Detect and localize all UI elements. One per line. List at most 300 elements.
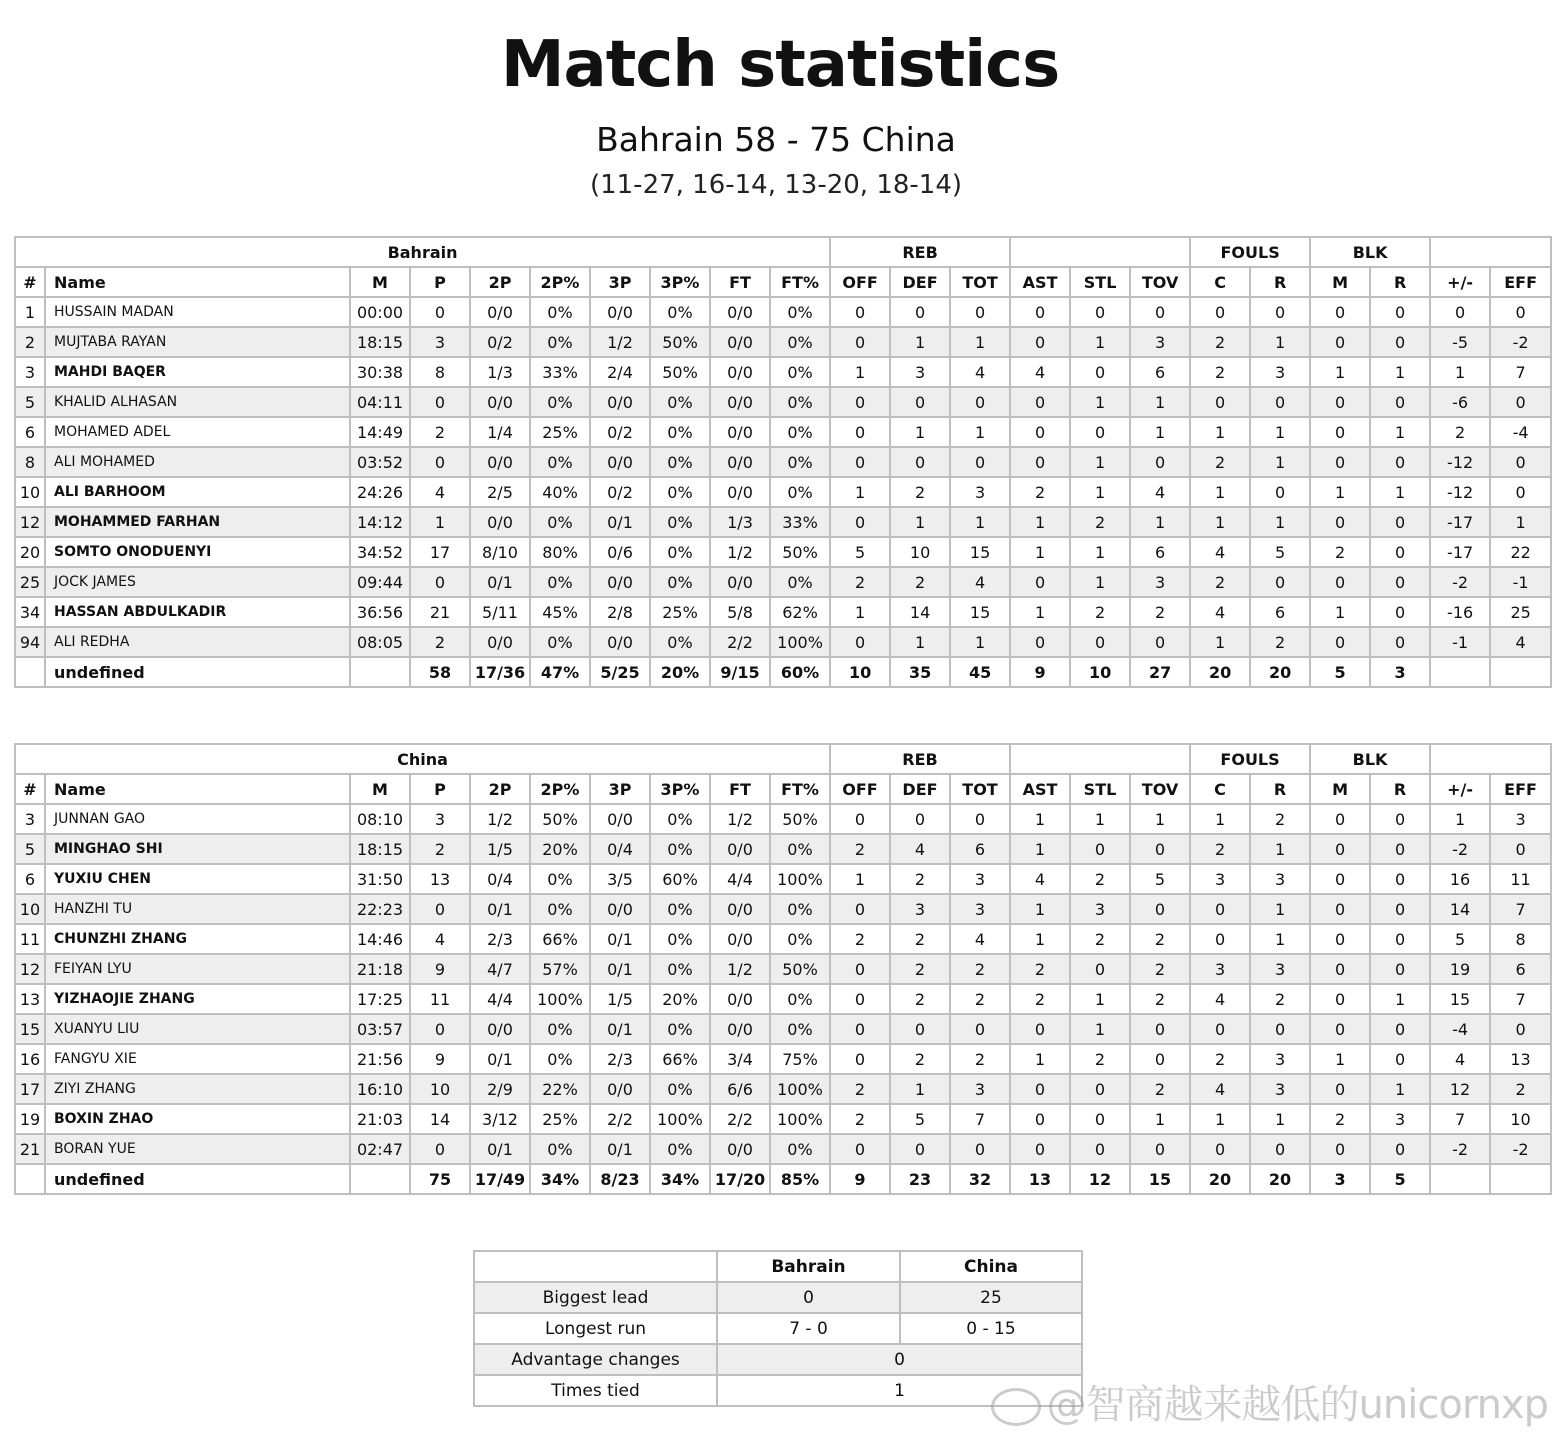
player-name: JUNNAN GAO bbox=[45, 804, 350, 834]
stat-cell: 4 bbox=[1010, 357, 1070, 387]
total-stat-cell: 45 bbox=[950, 657, 1010, 687]
stat-cell: 12 bbox=[1430, 1074, 1490, 1104]
stat-cell: 4/4 bbox=[710, 864, 770, 894]
stat-cell: -2 bbox=[1490, 1134, 1551, 1164]
stat-cell: 3 bbox=[1190, 864, 1250, 894]
stat-cell: 2/3 bbox=[590, 1044, 650, 1074]
stat-cell: 1 bbox=[1370, 477, 1430, 507]
stat-cell: -2 bbox=[1430, 834, 1490, 864]
stat-cell: 0/0 bbox=[710, 357, 770, 387]
stat-cell: 0 bbox=[1310, 387, 1370, 417]
stat-cell: 0 bbox=[1370, 1134, 1430, 1164]
stat-cell: 0 bbox=[1130, 1014, 1190, 1044]
player-name: HUSSAIN MADAN bbox=[45, 297, 350, 327]
stat-cell: 0/0 bbox=[710, 567, 770, 597]
player-number: 3 bbox=[15, 357, 45, 387]
column-header: 2P% bbox=[530, 267, 590, 297]
stat-cell: 0 bbox=[1490, 387, 1551, 417]
stat-cell: 1 bbox=[1370, 357, 1430, 387]
stat-cell: 0% bbox=[770, 387, 830, 417]
stat-cell: 2 bbox=[890, 477, 950, 507]
stat-cell: 14:49 bbox=[350, 417, 410, 447]
stat-cell: 25 bbox=[1490, 597, 1551, 627]
stat-cell: 0 bbox=[1250, 387, 1310, 417]
stat-cell: 2 bbox=[1490, 1074, 1551, 1104]
stat-cell: 13 bbox=[410, 864, 470, 894]
stat-cell: 1 bbox=[1310, 477, 1370, 507]
stat-cell: 11 bbox=[410, 984, 470, 1014]
stat-cell: 8/10 bbox=[470, 537, 530, 567]
stat-cell: 2 bbox=[1070, 1044, 1130, 1074]
stat-cell: 0 bbox=[1250, 297, 1310, 327]
stat-cell: -17 bbox=[1430, 507, 1490, 537]
total-number-cell bbox=[15, 657, 45, 687]
stat-cell: 0% bbox=[770, 924, 830, 954]
stat-cell: 09:44 bbox=[350, 567, 410, 597]
stat-cell: 4 bbox=[410, 924, 470, 954]
column-header: STL bbox=[1070, 267, 1130, 297]
stat-cell: 4 bbox=[410, 477, 470, 507]
player-name: MINGHAO SHI bbox=[45, 834, 350, 864]
player-name: HASSAN ABDULKADIR bbox=[45, 597, 350, 627]
stat-cell: 1/2 bbox=[710, 537, 770, 567]
stat-cell: 0 bbox=[1310, 507, 1370, 537]
stat-cell: 3 bbox=[1190, 954, 1250, 984]
stat-cell: 0 bbox=[1010, 417, 1070, 447]
stat-cell: 3 bbox=[950, 864, 1010, 894]
player-row bbox=[15, 597, 1551, 627]
stat-cell: 1 bbox=[1130, 387, 1190, 417]
stat-cell: 0 bbox=[1070, 1104, 1130, 1134]
total-stat-cell bbox=[350, 657, 410, 687]
stat-cell: 18:15 bbox=[350, 834, 410, 864]
stat-cell: 2 bbox=[830, 834, 890, 864]
stat-cell: 4 bbox=[1010, 864, 1070, 894]
stat-cell: 1 bbox=[1250, 447, 1310, 477]
stat-cell: 6 bbox=[1490, 954, 1551, 984]
stat-cell: 1 bbox=[1250, 1104, 1310, 1134]
stat-cell: 0 bbox=[410, 1014, 470, 1044]
stat-cell: -2 bbox=[1490, 327, 1551, 357]
stat-cell: 2/8 bbox=[590, 597, 650, 627]
total-stat-cell: 8/23 bbox=[590, 1164, 650, 1194]
stat-cell: 34:52 bbox=[350, 537, 410, 567]
stat-cell: 0/4 bbox=[470, 864, 530, 894]
stat-cell: -5 bbox=[1430, 327, 1490, 357]
stat-cell: 3 bbox=[1250, 357, 1310, 387]
player-number: 34 bbox=[15, 597, 45, 627]
stat-cell: -2 bbox=[1430, 567, 1490, 597]
stat-cell: 0 bbox=[410, 1134, 470, 1164]
stat-cell: 0 bbox=[830, 1014, 890, 1044]
blank-group-header bbox=[1010, 237, 1190, 267]
player-name: YIZHAOJIE ZHANG bbox=[45, 984, 350, 1014]
stat-cell: 0 bbox=[1310, 447, 1370, 477]
stat-cell: 1 bbox=[1010, 597, 1070, 627]
stat-cell: 0/0 bbox=[710, 417, 770, 447]
stat-cell: 2/2 bbox=[590, 1104, 650, 1134]
column-header: R bbox=[1370, 774, 1430, 804]
stat-cell: 0 bbox=[1310, 567, 1370, 597]
column-header: 3P% bbox=[650, 774, 710, 804]
stat-cell: -4 bbox=[1430, 1014, 1490, 1044]
stat-cell: 0% bbox=[530, 1134, 590, 1164]
stat-cell: 0% bbox=[770, 1014, 830, 1044]
blank-group-header bbox=[1430, 237, 1551, 267]
stat-cell: 66% bbox=[650, 1044, 710, 1074]
player-name: MAHDI BAQER bbox=[45, 357, 350, 387]
stat-cell: 0 bbox=[1310, 1014, 1370, 1044]
column-header: AST bbox=[1010, 267, 1070, 297]
stat-cell: 2 bbox=[830, 1074, 890, 1104]
stat-cell: 0 bbox=[1370, 297, 1430, 327]
stat-cell: 6/6 bbox=[710, 1074, 770, 1104]
summary-label: Times tied bbox=[474, 1375, 717, 1406]
stat-cell: 20% bbox=[650, 984, 710, 1014]
stat-cell: 0 bbox=[1370, 597, 1430, 627]
total-stat-cell: 5/25 bbox=[590, 657, 650, 687]
summary-value: 7 - 0 bbox=[717, 1313, 900, 1344]
stat-cell: -1 bbox=[1430, 627, 1490, 657]
player-row bbox=[15, 924, 1551, 954]
stat-cell: 0 bbox=[1070, 357, 1130, 387]
player-number: 3 bbox=[15, 804, 45, 834]
stat-cell: 25% bbox=[530, 1104, 590, 1134]
player-row bbox=[15, 1044, 1551, 1074]
player-number: 2 bbox=[15, 327, 45, 357]
stat-cell: 0 bbox=[1130, 894, 1190, 924]
stat-cell: 21:03 bbox=[350, 1104, 410, 1134]
stat-cell: 0 bbox=[1430, 297, 1490, 327]
stat-cell: 0 bbox=[1190, 1134, 1250, 1164]
player-row bbox=[15, 417, 1551, 447]
stat-cell: 30:38 bbox=[350, 357, 410, 387]
stat-cell: 2 bbox=[1130, 984, 1190, 1014]
stat-cell: 0 bbox=[1370, 447, 1430, 477]
total-stat-cell bbox=[1490, 1164, 1551, 1194]
stat-cell: 6 bbox=[1130, 537, 1190, 567]
stat-cell: 0 bbox=[1310, 1074, 1370, 1104]
stat-cell: 0/0 bbox=[590, 627, 650, 657]
stat-cell: 0% bbox=[770, 447, 830, 477]
weibo-logo-icon bbox=[991, 1388, 1041, 1426]
stat-cell: 02:47 bbox=[350, 1134, 410, 1164]
player-row bbox=[15, 894, 1551, 924]
stat-cell: 16:10 bbox=[350, 1074, 410, 1104]
stat-cell: 4 bbox=[1190, 1074, 1250, 1104]
column-header: Name bbox=[45, 774, 350, 804]
stat-cell: 0 bbox=[1310, 417, 1370, 447]
stat-cell: 1 bbox=[890, 507, 950, 537]
column-header: +/- bbox=[1430, 267, 1490, 297]
stat-cell: 0% bbox=[650, 834, 710, 864]
stat-cell: 2 bbox=[1010, 984, 1070, 1014]
stat-cell: 0 bbox=[1010, 297, 1070, 327]
stat-cell: 16 bbox=[1430, 864, 1490, 894]
player-row bbox=[15, 357, 1551, 387]
stat-cell: 0 bbox=[1370, 954, 1430, 984]
stat-cell: 0/2 bbox=[470, 327, 530, 357]
stat-cell: 18:15 bbox=[350, 327, 410, 357]
stat-cell: 0 bbox=[410, 567, 470, 597]
stat-cell: 1 bbox=[1010, 804, 1070, 834]
stat-cell: 0 bbox=[830, 1044, 890, 1074]
stat-cell: 3 bbox=[890, 357, 950, 387]
stat-cell: 1 bbox=[1010, 924, 1070, 954]
stat-cell: 0/0 bbox=[590, 1074, 650, 1104]
stat-cell: 1/2 bbox=[470, 804, 530, 834]
column-header: R bbox=[1250, 267, 1310, 297]
stat-cell: 0% bbox=[650, 1134, 710, 1164]
stat-cell: 1 bbox=[1250, 327, 1310, 357]
stat-cell: 1 bbox=[830, 597, 890, 627]
player-row bbox=[15, 1014, 1551, 1044]
total-stat-cell: 17/20 bbox=[710, 1164, 770, 1194]
stat-cell: 0 bbox=[830, 984, 890, 1014]
stat-cell: 0/0 bbox=[470, 387, 530, 417]
stat-cell: 1 bbox=[1250, 924, 1310, 954]
player-name: XUANYU LIU bbox=[45, 1014, 350, 1044]
stat-cell: 100% bbox=[530, 984, 590, 1014]
stat-cell: 0/6 bbox=[590, 537, 650, 567]
column-header: M bbox=[350, 774, 410, 804]
stat-cell: 2 bbox=[1070, 597, 1130, 627]
stat-cell: 25% bbox=[530, 417, 590, 447]
stat-cell: 0 bbox=[950, 1134, 1010, 1164]
page-title: Match statistics bbox=[500, 28, 1060, 102]
stat-cell: 31:50 bbox=[350, 864, 410, 894]
blank-group-header bbox=[1010, 744, 1190, 774]
column-header: M bbox=[1310, 774, 1370, 804]
stat-cell: 2 bbox=[950, 984, 1010, 1014]
stat-cell: 2 bbox=[1190, 357, 1250, 387]
stat-cell: 1 bbox=[1310, 597, 1370, 627]
stat-cell: 45% bbox=[530, 597, 590, 627]
stat-cell: 1/4 bbox=[470, 417, 530, 447]
stat-cell: -2 bbox=[1430, 1134, 1490, 1164]
stat-cell: 1 bbox=[1010, 834, 1070, 864]
column-header: OFF bbox=[830, 267, 890, 297]
stat-cell: 2 bbox=[890, 864, 950, 894]
stat-cell: 1 bbox=[1310, 1044, 1370, 1074]
stat-cell: 2 bbox=[890, 954, 950, 984]
stat-cell: 1 bbox=[1010, 507, 1070, 537]
group-header-row bbox=[15, 237, 1551, 267]
stat-cell: 4 bbox=[950, 567, 1010, 597]
blk-group-header: BLK bbox=[1310, 744, 1430, 774]
stat-cell: -16 bbox=[1430, 597, 1490, 627]
stat-cell: 0 bbox=[1010, 387, 1070, 417]
player-number: 15 bbox=[15, 1014, 45, 1044]
stat-cell: 50% bbox=[650, 357, 710, 387]
stat-cell: 5/11 bbox=[470, 597, 530, 627]
stat-cell: 3 bbox=[1490, 804, 1551, 834]
stat-cell: 2 bbox=[1190, 447, 1250, 477]
stat-cell: 66% bbox=[530, 924, 590, 954]
stat-cell: 0 bbox=[1310, 804, 1370, 834]
stat-cell: 2 bbox=[1070, 507, 1130, 537]
stat-cell: 0 bbox=[1310, 834, 1370, 864]
stat-cell: 0 bbox=[1010, 447, 1070, 477]
stat-cell: 0 bbox=[1250, 567, 1310, 597]
column-header: EFF bbox=[1490, 267, 1551, 297]
total-stat-cell bbox=[1430, 657, 1490, 687]
summary-header-team-2: China bbox=[900, 1251, 1082, 1282]
player-name: ALI MOHAMED bbox=[45, 447, 350, 477]
total-stat-cell: 3 bbox=[1310, 1164, 1370, 1194]
stat-cell: 0% bbox=[770, 1134, 830, 1164]
player-number: 11 bbox=[15, 924, 45, 954]
player-number: 25 bbox=[15, 567, 45, 597]
stat-cell: 4 bbox=[1430, 1044, 1490, 1074]
stat-cell: 0 bbox=[1370, 834, 1430, 864]
stat-cell: 1 bbox=[1250, 834, 1310, 864]
stat-cell: 2 bbox=[890, 567, 950, 597]
team-total-row bbox=[15, 657, 1551, 687]
stat-cell: 0/0 bbox=[710, 477, 770, 507]
stat-cell: 1 bbox=[1190, 1104, 1250, 1134]
stat-cell: 2 bbox=[1070, 924, 1130, 954]
stat-cell: 100% bbox=[770, 627, 830, 657]
stat-cell: 33% bbox=[530, 357, 590, 387]
stat-cell: 04:11 bbox=[350, 387, 410, 417]
stat-cell: 0/2 bbox=[590, 417, 650, 447]
player-name: BOXIN ZHAO bbox=[45, 1104, 350, 1134]
stat-cell: 0 bbox=[1370, 924, 1430, 954]
stat-cell: 6 bbox=[1130, 357, 1190, 387]
stat-cell: 3 bbox=[1370, 1104, 1430, 1134]
stat-cell: 2 bbox=[1010, 954, 1070, 984]
stat-cell: 0/1 bbox=[590, 1134, 650, 1164]
stat-cell: 0/0 bbox=[470, 1014, 530, 1044]
player-row bbox=[15, 1104, 1551, 1134]
column-header: 3P bbox=[590, 267, 650, 297]
stat-cell: 8 bbox=[410, 357, 470, 387]
stat-cell: 2 bbox=[1310, 537, 1370, 567]
group-header-row bbox=[15, 744, 1551, 774]
column-header: 2P% bbox=[530, 774, 590, 804]
stat-cell: 13 bbox=[1490, 1044, 1551, 1074]
player-number: 12 bbox=[15, 954, 45, 984]
stat-cell: 3/4 bbox=[710, 1044, 770, 1074]
stat-cell: 0% bbox=[650, 297, 710, 327]
stat-cell: 1 bbox=[1250, 894, 1310, 924]
total-stat-cell: 27 bbox=[1130, 657, 1190, 687]
stat-cell: 0 bbox=[830, 417, 890, 447]
reb-group-header: REB bbox=[830, 744, 1010, 774]
player-number: 5 bbox=[15, 387, 45, 417]
stat-cell: 0 bbox=[1490, 1014, 1551, 1044]
stat-cell: 15 bbox=[950, 537, 1010, 567]
stat-cell: 0 bbox=[1310, 327, 1370, 357]
stat-cell: 0 bbox=[1070, 417, 1130, 447]
summary-value: 0 bbox=[717, 1344, 1082, 1375]
summary-header-row bbox=[474, 1251, 1082, 1282]
stat-cell: 0/1 bbox=[590, 924, 650, 954]
summary-value: 0 - 15 bbox=[900, 1313, 1082, 1344]
player-number: 6 bbox=[15, 417, 45, 447]
stat-cell: 4 bbox=[1190, 984, 1250, 1014]
stat-cell: 0/0 bbox=[710, 984, 770, 1014]
total-stat-cell: 58 bbox=[410, 657, 470, 687]
stat-cell: 1 bbox=[950, 627, 1010, 657]
stat-cell: 100% bbox=[770, 1104, 830, 1134]
stat-cell: 1 bbox=[1070, 477, 1130, 507]
stat-cell: 2 bbox=[1190, 1044, 1250, 1074]
total-stat-cell: 9 bbox=[1010, 657, 1070, 687]
stat-cell: 2 bbox=[890, 924, 950, 954]
total-label: undefined bbox=[45, 657, 350, 687]
stat-cell: 0 bbox=[1370, 507, 1430, 537]
stat-cell: 0% bbox=[530, 894, 590, 924]
stat-cell: 00:00 bbox=[350, 297, 410, 327]
stat-cell: 0 bbox=[1250, 477, 1310, 507]
stat-cell: 1 bbox=[1070, 804, 1130, 834]
stat-cell: 0/1 bbox=[470, 567, 530, 597]
stat-cell: 08:05 bbox=[350, 627, 410, 657]
stat-cell: 0% bbox=[770, 297, 830, 327]
player-number: 94 bbox=[15, 627, 45, 657]
total-stat-cell: 9/15 bbox=[710, 657, 770, 687]
stat-cell: 0% bbox=[650, 804, 710, 834]
stat-cell: 3 bbox=[950, 477, 1010, 507]
column-header: TOV bbox=[1130, 267, 1190, 297]
stat-cell: 3 bbox=[1130, 327, 1190, 357]
stat-cell: 2 bbox=[1010, 477, 1070, 507]
total-stat-cell: 20% bbox=[650, 657, 710, 687]
player-name: KHALID ALHASAN bbox=[45, 387, 350, 417]
stat-cell: 10 bbox=[890, 537, 950, 567]
stat-cell: 0 bbox=[950, 804, 1010, 834]
stat-cell: 2 bbox=[410, 627, 470, 657]
stat-cell: 40% bbox=[530, 477, 590, 507]
stat-cell: 2/2 bbox=[710, 1104, 770, 1134]
stat-cell: 5 bbox=[1250, 537, 1310, 567]
stat-cell: 1 bbox=[1070, 984, 1130, 1014]
player-number: 17 bbox=[15, 1074, 45, 1104]
stat-cell: 57% bbox=[530, 954, 590, 984]
stat-cell: 0/0 bbox=[590, 387, 650, 417]
column-header: TOV bbox=[1130, 774, 1190, 804]
stat-cell: 0 bbox=[1370, 1014, 1430, 1044]
stat-cell: 2 bbox=[1070, 864, 1130, 894]
stat-cell: 0 bbox=[950, 1014, 1010, 1044]
stat-cell: 0% bbox=[770, 357, 830, 387]
stat-cell: 1 bbox=[1490, 507, 1551, 537]
stat-cell: 0 bbox=[830, 1134, 890, 1164]
stat-cell: 0 bbox=[1370, 864, 1430, 894]
stat-cell: 5 bbox=[830, 537, 890, 567]
stat-cell: 11 bbox=[1490, 864, 1551, 894]
stat-cell: 0% bbox=[770, 327, 830, 357]
stat-cell: 17 bbox=[410, 537, 470, 567]
stat-cell: 2 bbox=[1130, 924, 1190, 954]
stat-cell: 0 bbox=[1490, 447, 1551, 477]
stat-cell: 1 bbox=[1070, 567, 1130, 597]
stat-cell: 1 bbox=[1370, 417, 1430, 447]
stat-cell: 3/12 bbox=[470, 1104, 530, 1134]
stat-cell: 9 bbox=[410, 1044, 470, 1074]
player-number: 19 bbox=[15, 1104, 45, 1134]
stat-cell: 0/0 bbox=[710, 387, 770, 417]
stat-cell: 0/0 bbox=[590, 297, 650, 327]
player-number: 6 bbox=[15, 864, 45, 894]
stat-cell: 0/1 bbox=[470, 1044, 530, 1074]
column-header-row bbox=[15, 774, 1551, 804]
stat-cell: 0% bbox=[770, 477, 830, 507]
total-stat-cell: 23 bbox=[890, 1164, 950, 1194]
column-header-row bbox=[15, 267, 1551, 297]
